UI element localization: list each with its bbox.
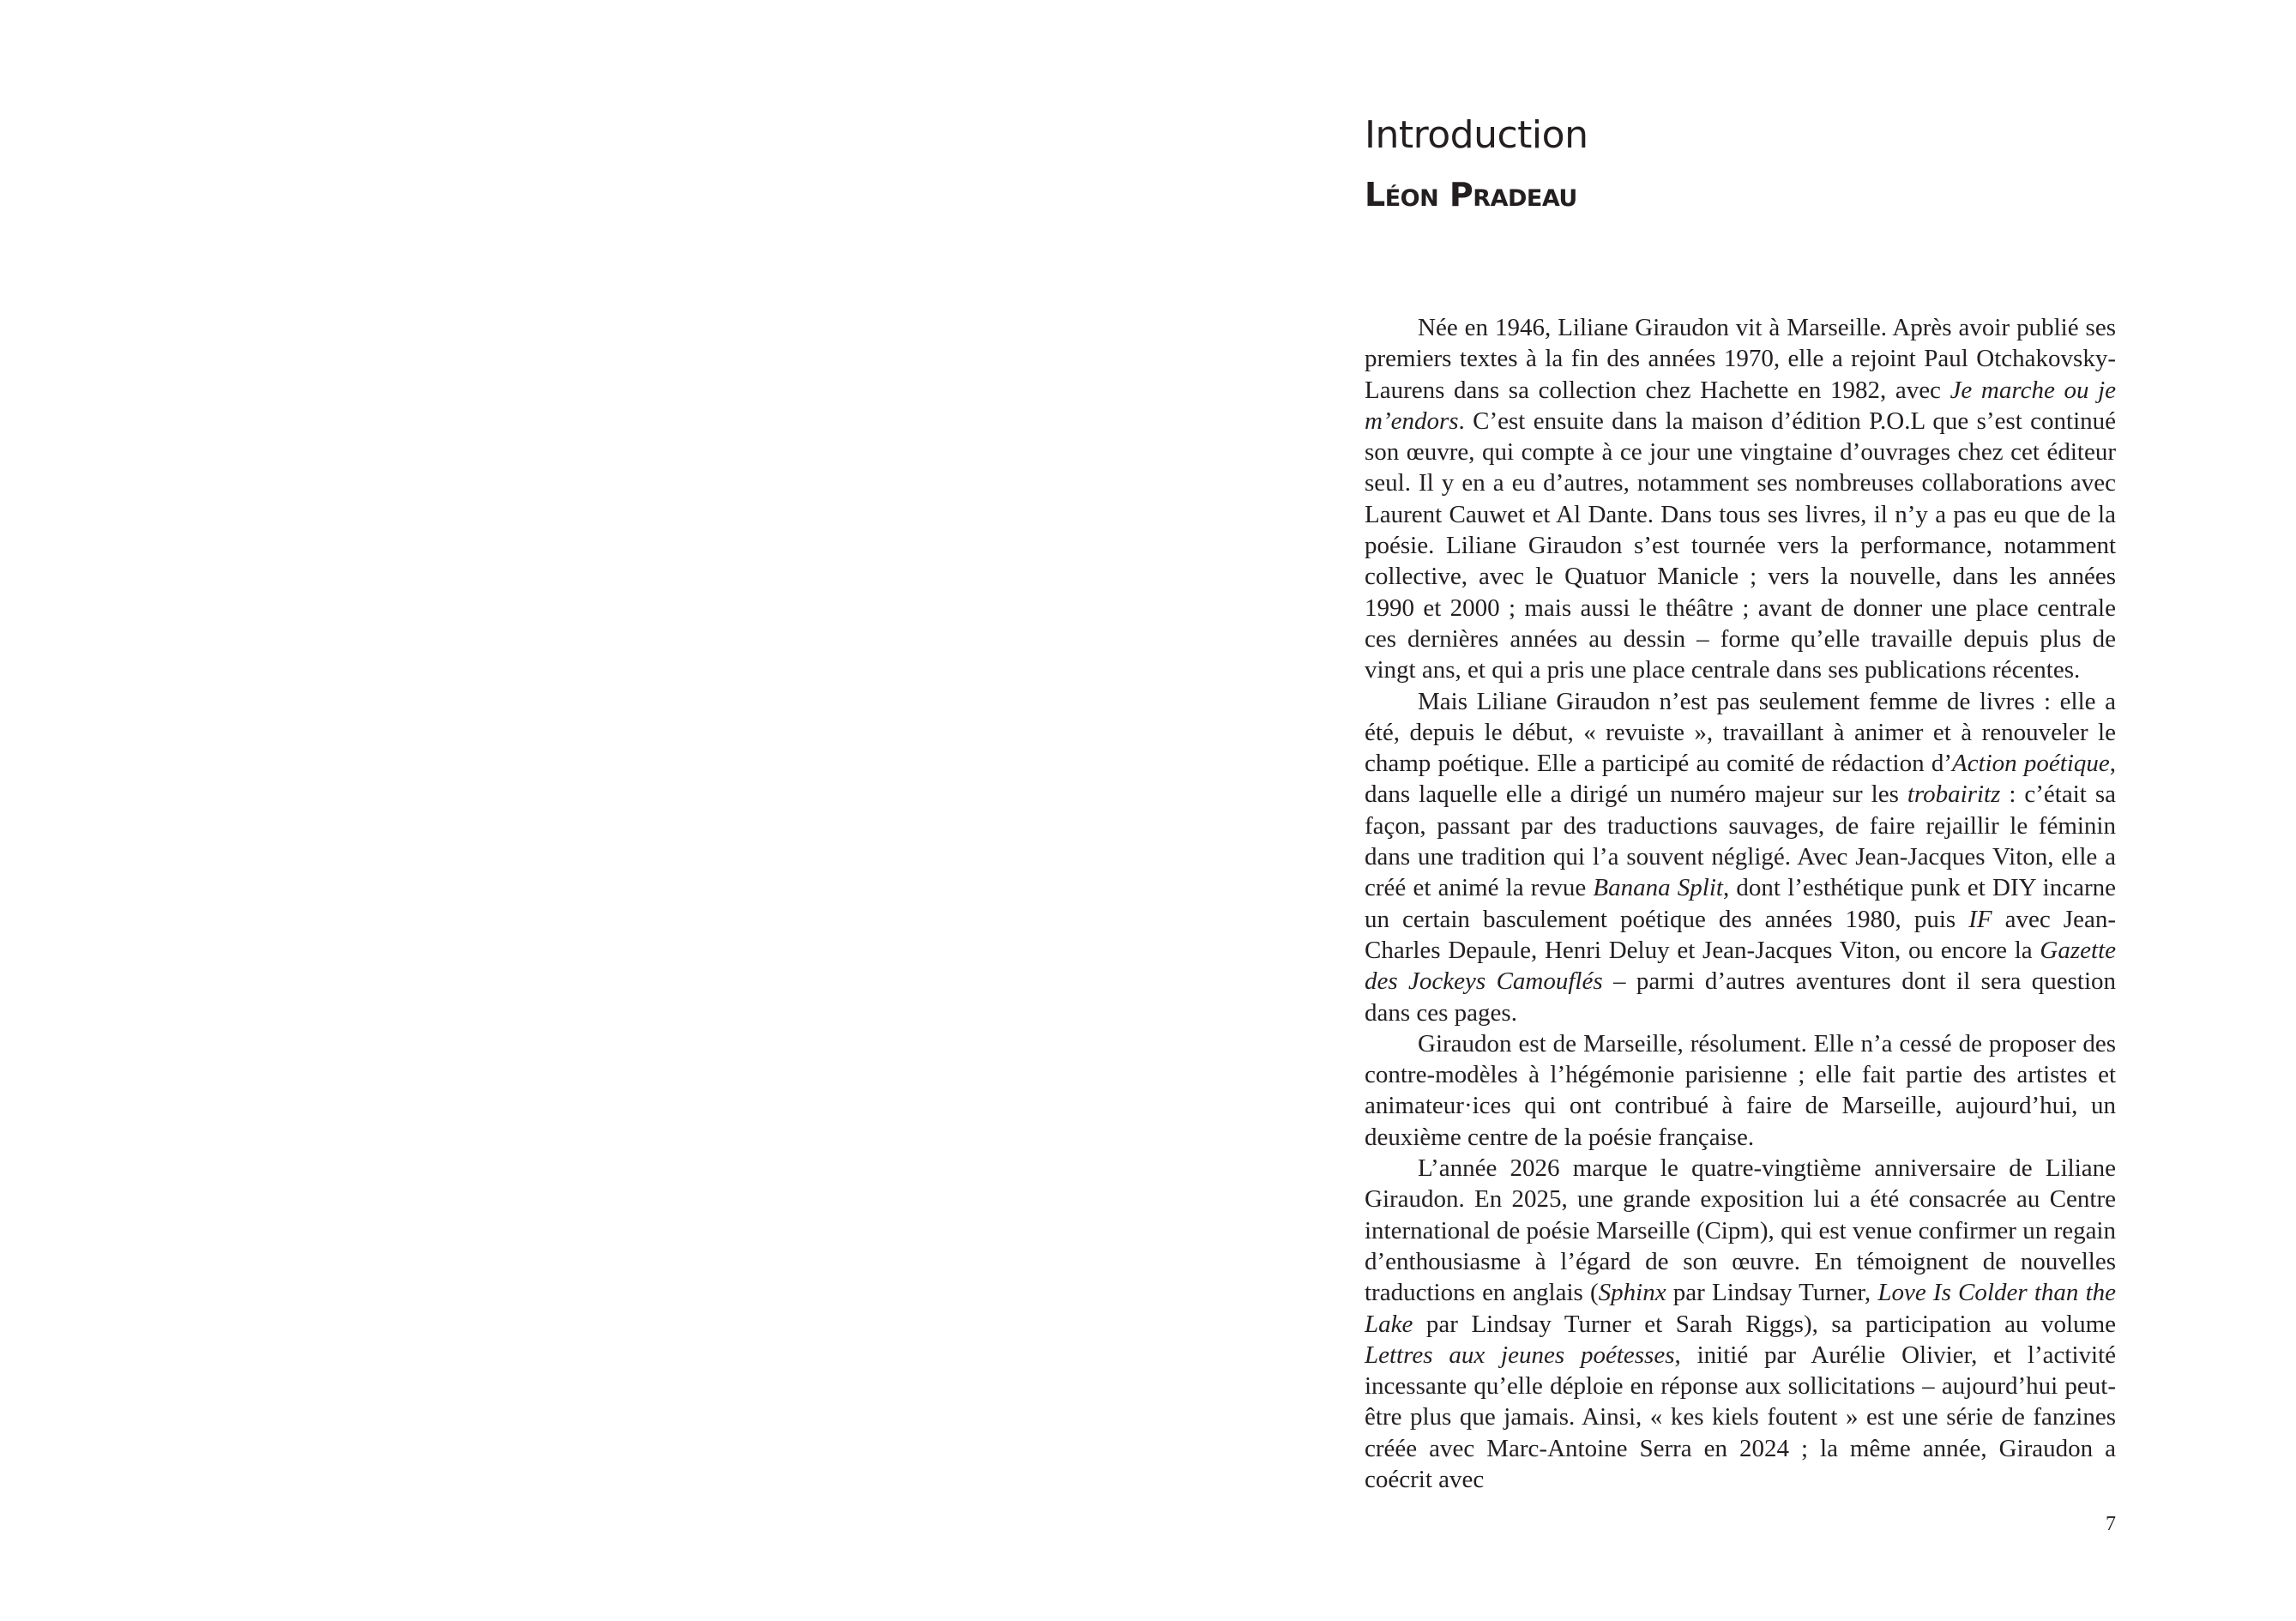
- chapter-body: [1365, 312, 2116, 1495]
- chapter-title: Introduction: [1365, 113, 1588, 157]
- page-number: 7: [2106, 1513, 2116, 1535]
- italic-title-text: Lettres aux jeunes poétesses: [1365, 1341, 1675, 1369]
- italic-title-text: Sphinx: [1598, 1279, 1666, 1307]
- text-run: Née en 1946, Liliane Giraudon vit à Marseille. Après avoir publié ses premiers textes à la fin des années 1970, elle a rejoint Paul Otchakovsky-Laurens dans sa collection chez Hachette en 1982, avec: [1365, 314, 2116, 404]
- italic-title-text: IF: [1968, 905, 1992, 933]
- text-run: – parmi d’autres aventures dont il sera question dans ces pages.: [1365, 967, 2117, 1027]
- text-run: avec Jean-Charles Depaule, Henri Deluy et Jean-Jacques Viton, ou encore la: [1365, 905, 2116, 964]
- text-run: , dans laquelle elle a dirigé un numéro majeur sur les: [1365, 750, 2116, 809]
- text-run: par Lindsay Turner et Sarah Riggs), sa participation au volume: [1413, 1310, 2116, 1338]
- paragraph: [1365, 312, 2116, 686]
- text-run: Giraudon est de Marseille, résolument. Elle n’a cessé de proposer des contre-modèles à l’hégémonie parisienne ; elle fait partie des artistes et animateur·ices qui ont contribué à faire de Marseille, aujourd’hui, un deuxième centre de la poésie française.: [1365, 1029, 2116, 1151]
- text-run: . C’est ensuite dans la maison d’édition P.O.L que s’est continué son œuvre, qui compte à ce jour une vingtaine d’ouvrages chez cet éditeur seul. Il y en a eu d’autres, notamment ses nombreuses collaborations avec Laurent Cauwet et Al Dante. Dans tous ses livres, il n’y a pas eu que de la poésie. Liliane Giraudon s’est tournée vers la performance, notamment collective, avec le Quatuor Manicle ; vers la nouvelle, dans les années 1990 et 2000 ; mais aussi le théâtre ; avant de donner une place centrale ces dernières années au dessin – forme qu’elle travaille depuis plus de vingt ans, et qui a pris une place centrale dans ses publications récentes.: [1365, 407, 2116, 684]
- italic-title-text: Gazette des Jockeys Camouflés: [1365, 936, 2116, 996]
- text-run: Mais Liliane Giraudon n’est pas seulement femme de livres : elle a été, depuis le début, « revuiste », travaillant à animer et à renouveler le champ poétique. Elle a participé au comité de rédaction d’: [1365, 687, 2116, 778]
- paragraph: [1365, 1028, 2116, 1153]
- text-run: par Lindsay Turner,: [1666, 1279, 1878, 1307]
- paragraph: [1365, 1153, 2116, 1495]
- italic-title-text: Je marche ou je m’endors: [1365, 376, 2116, 435]
- italic-title-text: Action poétique: [1951, 750, 2110, 778]
- text-run: L’année 2026 marque le quatre-vingtième anniversaire de Liliane Giraudon. En 2025, une grande exposition lui a été consacrée au Centre international de poésie Marseille (Cipm), qui est venue confirmer un regain d’enthousiasme à l’égard de son œuvre. En témoignent de nouvelles traductions en anglais (: [1365, 1154, 2116, 1307]
- italic-title-text: Love Is Colder than the Lake: [1365, 1279, 2117, 1338]
- italic-title-text: trobairitz: [1907, 780, 2001, 809]
- chapter-author: Léon Pradeau: [1365, 176, 1577, 214]
- text-run: : c’était sa façon, passant par des traductions sauvages, de faire rejaillir le féminin dans une tradition qui l’a souvent négligé. Avec Jean-Jacques Viton, elle a créé et animé la revue: [1365, 780, 2116, 902]
- paragraph: [1365, 686, 2116, 1028]
- italic-title-text: Banana Split: [1593, 874, 1723, 902]
- text-run: , initié par Aurélie Olivier, et l’activité incessante qu’elle déploie en réponse aux sollicitations – aujourd’hui peut-être plus que jamais. Ainsi, « kes kiels foutent » est une série de fanzines créée avec Marc-Antoine Serra en 2024 ; la même année, Giraudon a coécrit avec: [1365, 1341, 2116, 1493]
- text-run: , dont l’esthétique punk et DIY incarne un certain basculement poétique des années 1980, puis: [1365, 874, 2116, 933]
